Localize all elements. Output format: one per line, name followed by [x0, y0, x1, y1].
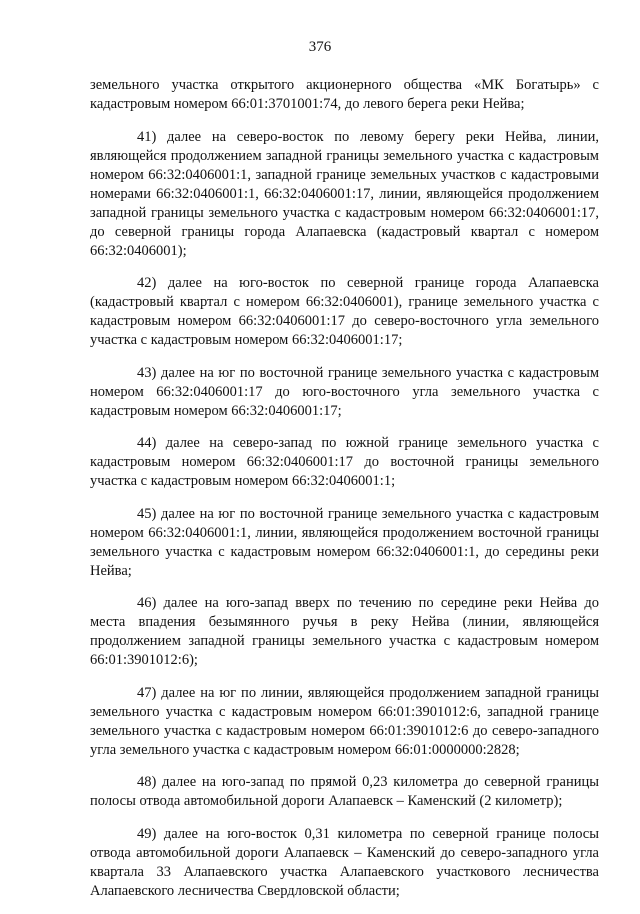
paragraph-48: 48) далее на юго-запад по прямой 0,23 километра до северной границы полосы отвода автомобильной дороги Алапаевск – Каменский (2 километр); [90, 774, 599, 809]
paragraph-44: 44) далее на северо-запад по южной границе земельного участка с кадастровым номером 66:32:0406001:17 до восточной границы земельного участка с кадастровым номером 66:32:0406001:1; [90, 435, 599, 489]
paragraph-49: 49) далее на юго-восток 0,31 километра по северной границе полосы отвода автомобильной дороги Алапаевск – Каменский до северо-западного угла квартала 33 Алапаевского участка Алапаевского участкового лесничества Алапаевского лесничества Свердловской области; [90, 825, 599, 899]
page-number: 376 [308, 39, 332, 55]
paragraph-46: 46) далее на юго-запад вверх по течению по середине реки Нейва до места впадения безымянного ручья в реку Нейва (линии, являющейся продолжением западной границы земельного участка с кадастровым номером 66:01:3901012:6); [90, 595, 599, 668]
paragraph-continuation: земельного участка открытого акционерного общества «МК Богатырь» с кадастровым номером 66:01:3701001:74, до левого берега реки Нейва; [90, 77, 599, 112]
paragraph-45: 45) далее на юг по восточной границе земельного участка с кадастровым номером 66:32:0406001:1, линии, являющейся продолжением восточной границы земельного участка с кадастровым номером 66:32:0406001:1, до середины реки Нейва; [90, 505, 599, 579]
document-body [90, 76, 599, 914]
paragraph-43: 43) далее на юг по восточной границе земельного участка с кадастровым номером 66:32:0406001:17 до юго-восточного угла земельного участка с кадастровым номером 66:32:0406001:17; [90, 364, 599, 419]
paragraph-42: 42) далее на юго-восток по северной границе города Алапаевска (кадастровый квартал с номером 66:32:0406001), границе земельного участка с кадастровым номером 66:32:0406001:17 до северо-восточного угла земельного участка с кадастровым номером 66:32:0406001:17; [90, 275, 599, 348]
paragraph-41: 41) далее на северо-восток по левому берегу реки Нейва, линии, являющейся продолжением западной границы земельного участка с кадастровым номером 66:32:0406001:1, западной границе земельных участков с кадастровыми номерами 66:32:0406001:1, 66:32:0406001:17, линии, являющейся продолжением западной границы земельного участка с кадастровым номером 66:32:0406001:17, до северной границы города Алапаевска (кадастровый квартал с номером 66:32:0406001); [90, 128, 599, 259]
paragraph-47: 47) далее на юг по линии, являющейся продолжением западной границы земельного участка с кадастровым номером 66:01:3901012:6, западной границе земельного участка с кадастровым номером 66:01:3901012:6 до северо-западного угла земельного участка с кадастровым номером 66:01:0000000:2828; [90, 684, 599, 758]
